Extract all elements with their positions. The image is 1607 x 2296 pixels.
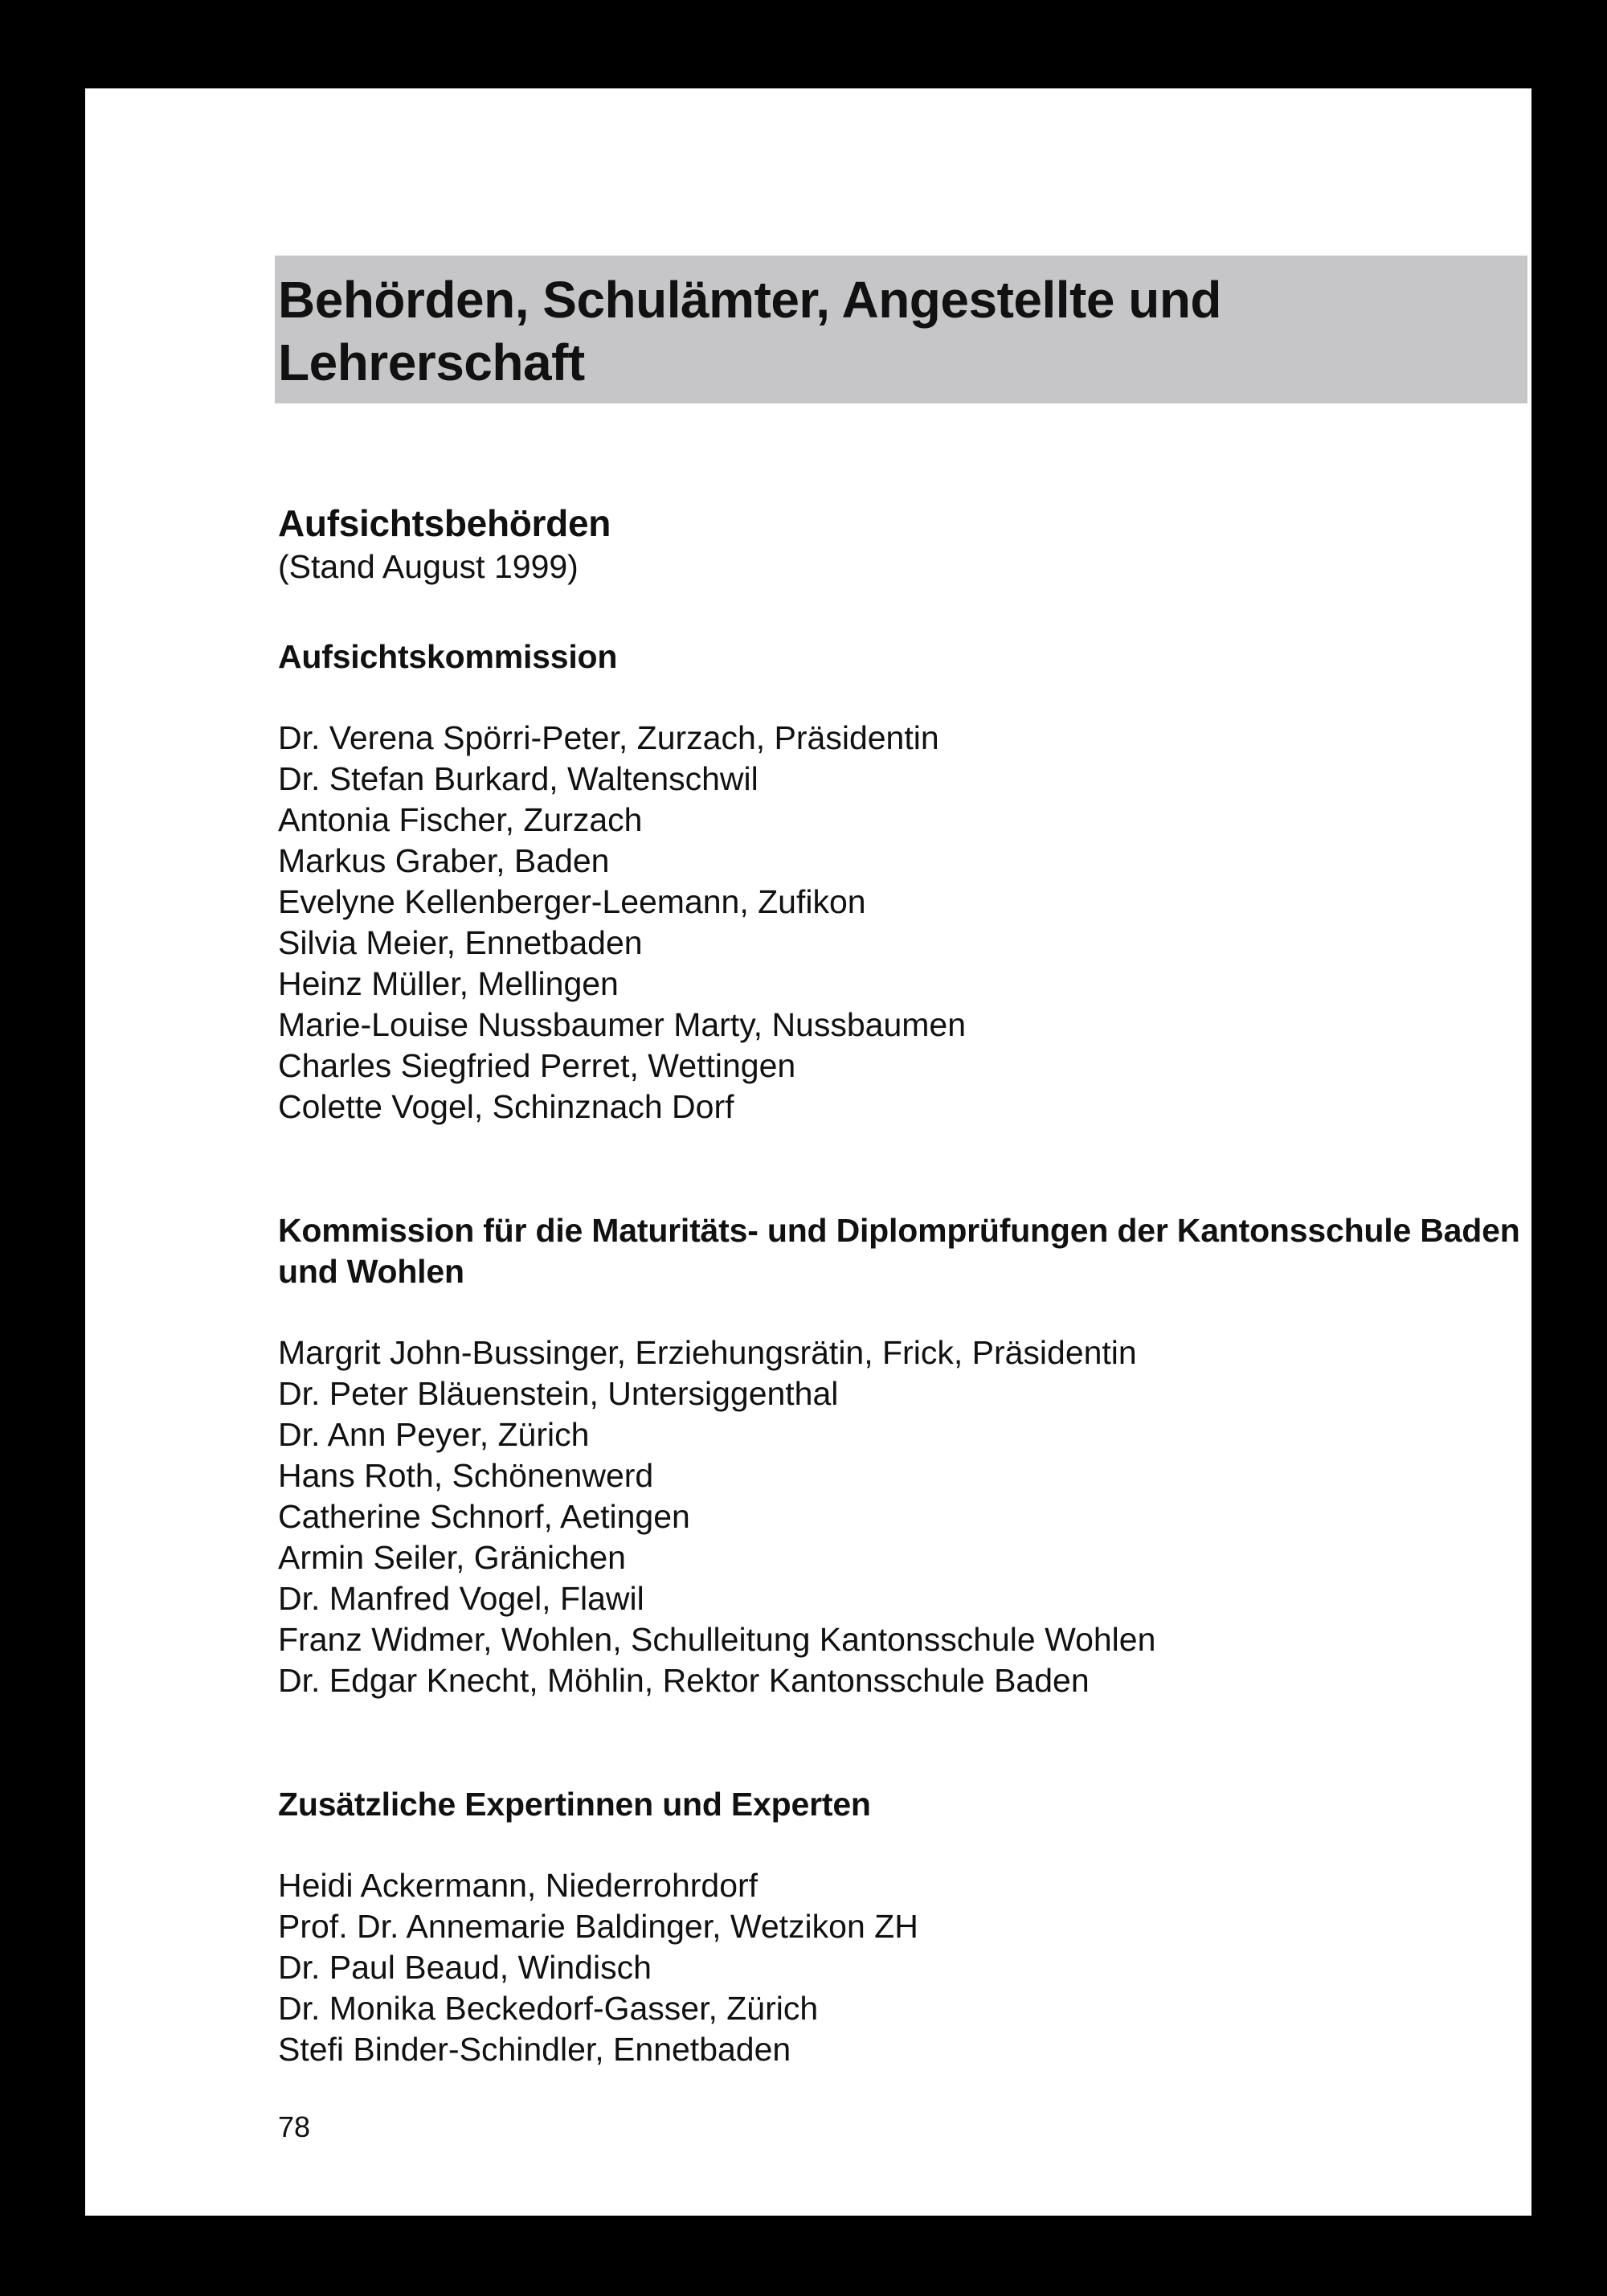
list-item: Prof. Dr. Annemarie Baldinger, Wetzikon ZH — [278, 1908, 918, 1945]
list-item: Marie-Louise Nussbaumer Marty, Nussbaumen — [278, 1006, 967, 1043]
list-item: Margrit John-Bussinger, Erziehungsrätin, Frick, Präsidentin — [278, 1334, 1137, 1371]
list-item: Heidi Ackermann, Niederrohrdorf — [278, 1867, 759, 1904]
list-item: Dr. Stefan Burkard, Waltenschwil — [278, 760, 759, 797]
list-item: Dr. Verena Spörri-Peter, Zurzach, Präsidentin — [278, 719, 939, 756]
list-item: Catherine Schnorf, Aetingen — [278, 1498, 690, 1535]
group-heading: Aufsichtskommission — [278, 638, 618, 675]
list-item: Franz Widmer, Wohlen, Schulleitung Kantonsschule Wohlen — [278, 1621, 1156, 1658]
title-banner — [275, 256, 1527, 403]
list-item: Dr. Manfred Vogel, Flawil — [278, 1580, 644, 1617]
group-heading: Kommission für die Maturitäts- und Diplomprüfungen der Kantonsschule Baden und Wohlen — [278, 1212, 1520, 1290]
list-item: Stefi Binder-Schindler, Ennetbaden — [278, 2031, 791, 2068]
group-pruefungskommission — [278, 1210, 1527, 1701]
member-list — [278, 1865, 1527, 2070]
member-list — [278, 1332, 1527, 1701]
list-item: Markus Graber, Baden — [278, 842, 610, 879]
page-title: Behörden, Schulämter, Angestellte und Lehrerschaft — [278, 271, 1221, 391]
list-item: Dr. Peter Bläuenstein, Untersiggenthal — [278, 1375, 839, 1412]
list-item: Colette Vogel, Schinznach Dorf — [278, 1088, 734, 1125]
page-number: 78 — [278, 2110, 311, 2143]
list-item: Dr. Monika Beckedorf-Gasser, Zürich — [278, 1990, 819, 2027]
group-heading: Zusätzliche Expertinnen und Experten — [278, 1786, 871, 1823]
member-list — [278, 718, 1527, 1128]
list-item: Dr. Ann Peyer, Zürich — [278, 1416, 590, 1453]
list-item: Dr. Paul Beaud, Windisch — [278, 1949, 652, 1986]
list-item: Dr. Edgar Knecht, Möhlin, Rektor Kantonsschule Baden — [278, 1662, 1090, 1699]
list-item: Evelyne Kellenberger-Leemann, Zufikon — [278, 883, 866, 920]
list-item: Charles Siegfried Perret, Wettingen — [278, 1047, 796, 1084]
list-item: Antonia Fischer, Zurzach — [278, 801, 643, 838]
group-expertinnen — [278, 1784, 1527, 2070]
section-heading: Aufsichtsbehörden — [278, 502, 611, 544]
document-page — [85, 88, 1531, 2216]
section-subtitle: (Stand August 1999) — [278, 548, 579, 585]
list-item: Heinz Müller, Mellingen — [278, 965, 619, 1002]
list-item: Silvia Meier, Ennetbaden — [278, 924, 643, 961]
group-aufsichtskommission — [278, 636, 1527, 1128]
list-item: Armin Seiler, Gränichen — [278, 1539, 626, 1576]
list-item: Hans Roth, Schönenwerd — [278, 1457, 654, 1494]
page-content — [278, 256, 1527, 2070]
